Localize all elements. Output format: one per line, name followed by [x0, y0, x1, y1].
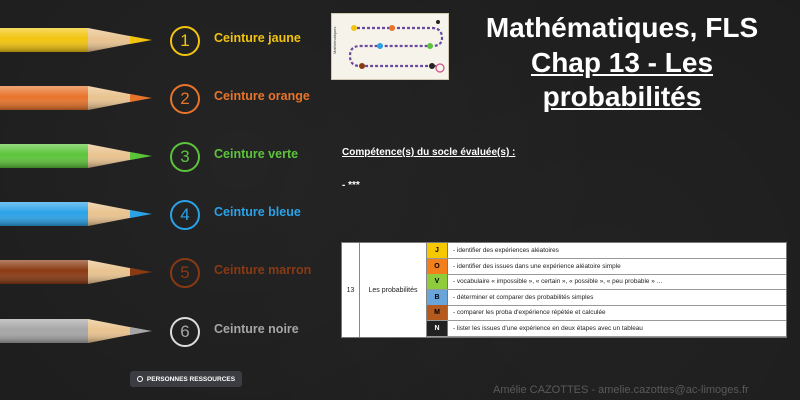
skill-description: - identifier des issues dans une expérience aléatoire simple [453, 262, 621, 270]
pencil-icon [0, 14, 160, 72]
belt-row[interactable] [0, 14, 330, 72]
footer-credit: Amélie CAZOTTES - amelie.cazottes@ac-limoges.fr [493, 384, 749, 396]
skill-description: - comparer les proba d'expérience répétée et calculée [453, 309, 606, 317]
belt-row[interactable] [0, 246, 330, 304]
pencil-icon [0, 130, 160, 188]
competence-heading: Compétence(s) du socle évaluée(s) : [342, 147, 516, 158]
belt-number-badge: 1 [170, 26, 200, 56]
worksheet-thumbnail[interactable] [331, 13, 449, 80]
pencil-icon [0, 72, 160, 130]
title-topic: probabilités [542, 81, 702, 112]
belt-label: Ceinture marron [214, 263, 312, 277]
belt-code-cell: O [427, 259, 448, 274]
belt-code-cell: J [427, 243, 448, 258]
page-title [452, 10, 792, 114]
belt-label: Ceinture bleue [214, 205, 301, 219]
belt-number-badge: 5 [170, 258, 200, 288]
table-row [427, 274, 786, 290]
belt-row[interactable] [0, 188, 330, 246]
skill-description: - identifier des expériences aléatoires [453, 247, 559, 254]
belt-code-cell: M [427, 305, 448, 320]
belt-number-badge: 6 [170, 317, 200, 347]
resources-button-label: PERSONNES RESSOURCES [146, 375, 236, 383]
table-row [427, 305, 786, 321]
chapter-name: Les probabilités [360, 243, 427, 337]
title-subject: Mathématiques, FLS [485, 12, 759, 43]
belt-label: Ceinture orange [214, 89, 310, 103]
svg-text:Mathématiques: Mathématiques [332, 26, 337, 54]
chapter-number: 13 [342, 243, 360, 337]
belt-code-cell: V [427, 274, 448, 289]
bullet-icon [137, 376, 143, 382]
belt-row[interactable] [0, 305, 330, 363]
pencil-icon [0, 305, 160, 363]
skill-description: - vocabulaire « impossible », « certain », « possible », « peu probable » … [453, 278, 663, 286]
belt-code-cell: B [427, 290, 448, 305]
title-chapter: Chap 13 - Les [530, 47, 714, 78]
belt-label: Ceinture jaune [214, 31, 301, 45]
table-row [427, 259, 786, 275]
competence-value: - *** [342, 180, 360, 191]
skill-description: - lister les issues d'une expérience en deux étapes avec un tableau [453, 325, 643, 332]
belt-row[interactable] [0, 130, 330, 188]
resources-button[interactable] [130, 371, 242, 387]
belt-label: Ceinture noire [214, 322, 299, 336]
belt-number-badge: 3 [170, 142, 200, 172]
belt-row[interactable] [0, 72, 330, 130]
belt-code-cell: N [427, 321, 448, 336]
skill-description: - déterminer et comparer des probabilités simples [453, 293, 594, 301]
pencil-icon [0, 246, 160, 304]
belt-label: Ceinture verte [214, 147, 299, 161]
table-row [427, 321, 786, 337]
pencil-icon [0, 188, 160, 246]
table-row [427, 243, 786, 259]
table-row [427, 290, 786, 306]
belt-number-badge: 4 [170, 200, 200, 230]
skills-table [341, 242, 787, 338]
belt-number-badge: 2 [170, 84, 200, 114]
